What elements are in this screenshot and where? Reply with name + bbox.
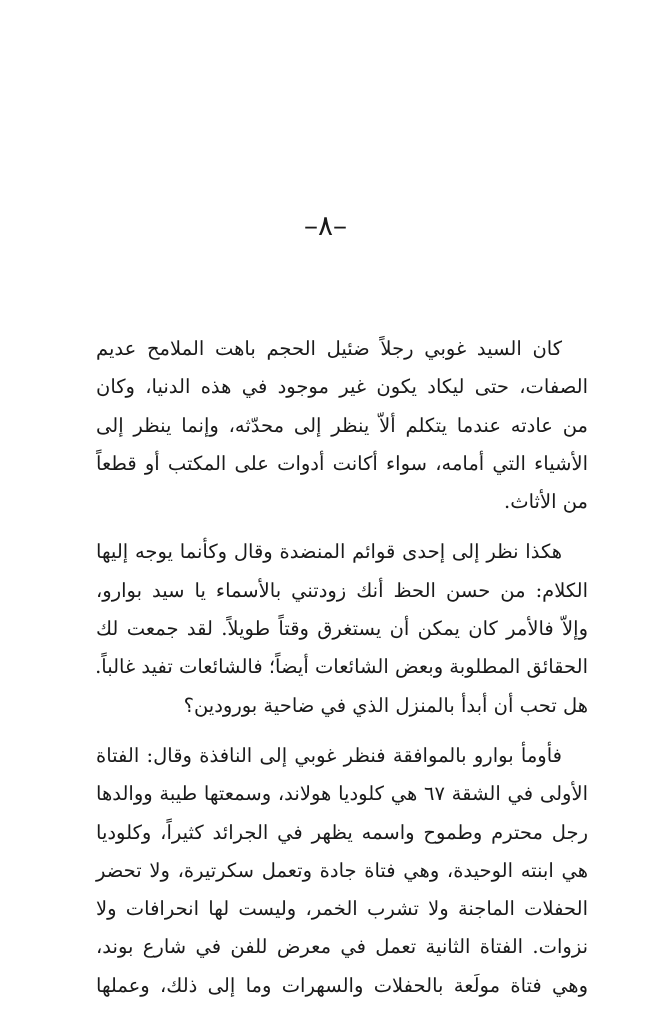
text-line: الأشياء التي أمامه، سواء أكانت أدوات على المكتب أو قطعاً <box>96 451 588 475</box>
text-line: الحفلات الماجنة ولا تشرب الخمر، وليست لها انحرافات ولا <box>96 897 588 921</box>
text-line: كان السيد غوبي رجلاً ضئيل الحجم باهت الملامح عديم <box>96 337 562 360</box>
text-line: الكلام: من حسن الحظ أنك زودتني بالأسماء يا سيد بوارو، <box>96 578 588 602</box>
paragraph-3 <box>96 737 588 1005</box>
text-line: من عادته عندما يتكلم ألاّ ينظر إلى محدّثه، وإنما ينظر إلى <box>96 413 588 437</box>
paragraph-2 <box>96 533 588 724</box>
text-line: هي ابنته الوحيدة، وهي فتاة جادة وتعمل سكرتيرة، ولا تحضر <box>96 858 588 882</box>
paragraph-1 <box>96 330 588 521</box>
text-line: هل تحب أن أبدأ بالمنزل الذي في ضاحية بورودين؟ <box>183 693 588 717</box>
text-line: رجل محترم وطموح واسمه يظهر في الجرائد كثيراً، وكلوديا <box>96 820 588 844</box>
chapter-number: –٨– <box>303 209 348 242</box>
text-line: الصفات، حتى ليكاد يكون غير موجود في هذه الدنيا، وكان <box>96 375 588 399</box>
text-line: الأولى في الشقة ٦٧ هي كلوديا هولاند، وسمعتها طيبة ووالدها <box>96 782 588 806</box>
text-line: نزوات. الفتاة الثانية تعمل في معرض للفن في شارع بوند، <box>96 935 588 959</box>
text-line: فأومأ بوارو بالموافقة فنظر غوبي إلى النافذة وقال: الفتاة <box>96 743 562 767</box>
text-line: وهي فتاة مولَعة بالحفلات والسهرات وما إلى ذلك، وعملها <box>96 973 588 997</box>
text-line: من الأثاث. <box>504 490 588 514</box>
text-line: وإلاّ فالأمر كان يمكن أن يستغرق وقتاً طويلاً. لقد جمعت لك <box>96 617 588 641</box>
text-line: هكذا نظر إلى إحدى قوائم المنضدة وقال وكأنما يوجه إليها <box>96 540 562 564</box>
text-line: الحقائق المطلوبة وبعض الشائعات أيضاً؛ فالشائعات تفيد غالباً. <box>95 655 588 679</box>
chapter-body <box>96 330 588 1017</box>
